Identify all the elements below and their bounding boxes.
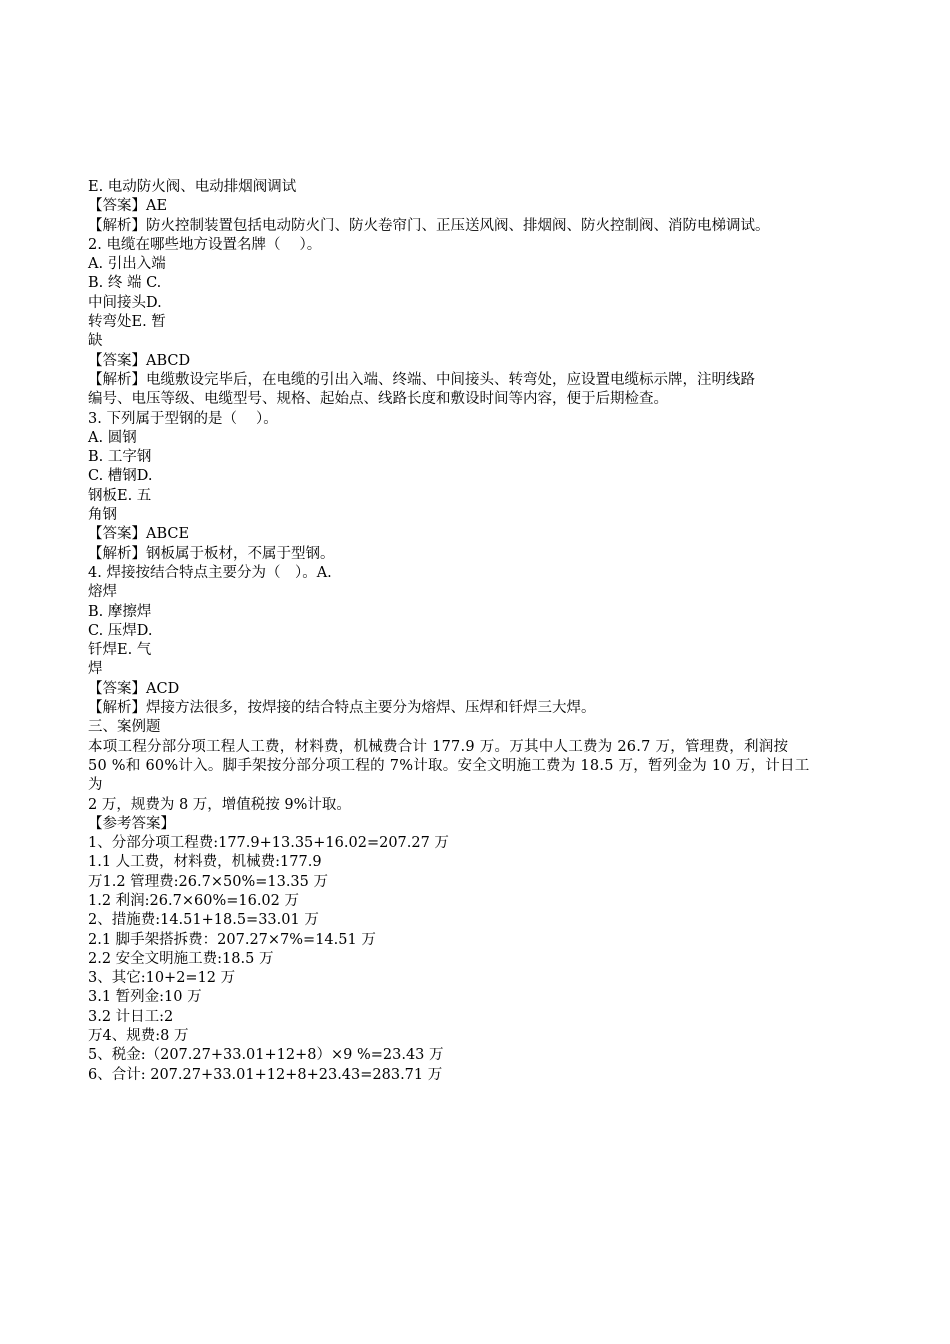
question-2-line: 2. 电缆在哪些地方设置名牌（ ）。 — [88, 236, 322, 253]
case-text-line: 50 %和 60%计入。脚手架按分部分项工程的 7%计取。安全文明施工费为 18.5 万，暂列金为 10 万，计日工 — [88, 757, 810, 774]
calculation-line: 万1.2 管理费:26.7×50%=13.35 万 — [88, 873, 328, 890]
option-line: C. 槽钢D. — [88, 468, 153, 485]
analysis-line: 【解析】钢板属于板材，不属于型钢。 — [88, 545, 335, 562]
option-e-line: E. 电动防火阀、电动排烟阀调试 — [88, 179, 297, 195]
question-4-line: 4. 焊接按结合特点主要分为（ ）。A. — [88, 564, 332, 581]
document-page — [88, 178, 878, 1085]
case-text-line: 为 — [88, 777, 103, 794]
answer-line: 【答案】AE — [88, 198, 168, 215]
answer-line: 【答案】ABCE — [88, 526, 190, 543]
option-line: A. 引出入端 — [88, 256, 166, 273]
option-line: 熔焊 — [88, 584, 117, 601]
option-line: 缺 — [88, 333, 103, 350]
calculation-line: 1.2 利润:26.7×60%=16.02 万 — [88, 892, 299, 909]
option-line: 钢板E. 五 — [88, 487, 152, 504]
calculation-line: 3、其它:10+2=12 万 — [88, 970, 236, 987]
section-heading: 三、案例题 — [88, 719, 161, 736]
option-line: B. 终 端 C. — [88, 275, 162, 292]
option-line: 焊 — [88, 661, 103, 678]
answer-line: 【答案】ACD — [88, 680, 180, 697]
question-3-line: 3. 下列属于型钢的是（ ）。 — [88, 410, 278, 427]
reference-answer-heading: 【参考答案】 — [88, 815, 175, 832]
option-line: A. 圆钢 — [88, 429, 137, 446]
calculation-line: 2.1 脚手架搭拆费：207.27×7%=14.51 万 — [88, 931, 376, 948]
calculation-line: 1、分部分项工程费:177.9+13.35+16.02=207.27 万 — [88, 835, 449, 852]
option-line: B. 工字钢 — [88, 449, 152, 466]
case-text-line: 本项工程分部分项工程人工费，材料费，机械费合计 177.9 万。万其中人工费为 26.7 万，管理费，利润按 — [88, 738, 789, 755]
option-line: 钎焊E. 气 — [88, 642, 152, 659]
answer-line: 【答案】ABCD — [88, 352, 191, 369]
calculation-line: 3.1 暂列金:10 万 — [88, 989, 202, 1006]
calculation-line: 1.1 人工费，材料费，机械费:177.9 — [88, 854, 322, 871]
option-line: 中间接头D. — [88, 294, 162, 311]
option-line: 角钢 — [88, 507, 117, 524]
option-line: C. 压焊D. — [88, 622, 153, 639]
calculation-line: 2.2 安全文明施工费:18.5 万 — [88, 950, 274, 967]
calculation-line: 万4、规费:8 万 — [88, 1028, 189, 1045]
calculation-line: 6、合计: 207.27+33.01+12+8+23.43=283.71 万 — [88, 1066, 443, 1083]
calculation-line: 5、税金:（207.27+33.01+12+8）×9 %=23.43 万 — [88, 1047, 444, 1064]
option-line: B. 摩擦焊 — [88, 603, 152, 620]
calculation-line: 2、措施费:14.51+18.5=33.01 万 — [88, 912, 319, 929]
analysis-line: 【解析】防火控制装置包括电动防火门、防火卷帘门、正压送风阀、排烟阀、防火控制阀、消防电梯调试。 — [88, 217, 770, 234]
analysis-line: 【解析】电缆敷设完毕后，在电缆的引出入端、终端、中间接头、转弯处，应设置电缆标示牌，注明线路 — [88, 371, 755, 388]
calculation-line: 3.2 计日工:2 — [88, 1008, 174, 1025]
analysis-line: 【解析】焊接方法很多，按焊接的结合特点主要分为熔焊、压焊和钎焊三大焊。 — [88, 700, 596, 717]
analysis-line: 编号、电压等级、电缆型号、规格、起始点、线路长度和敷设时间等内容，便于后期检查。 — [88, 391, 668, 408]
case-text-line: 2 万，规费为 8 万，增值税按 9%计取。 — [88, 796, 351, 813]
option-line: 转弯处E. 暂 — [88, 314, 166, 331]
